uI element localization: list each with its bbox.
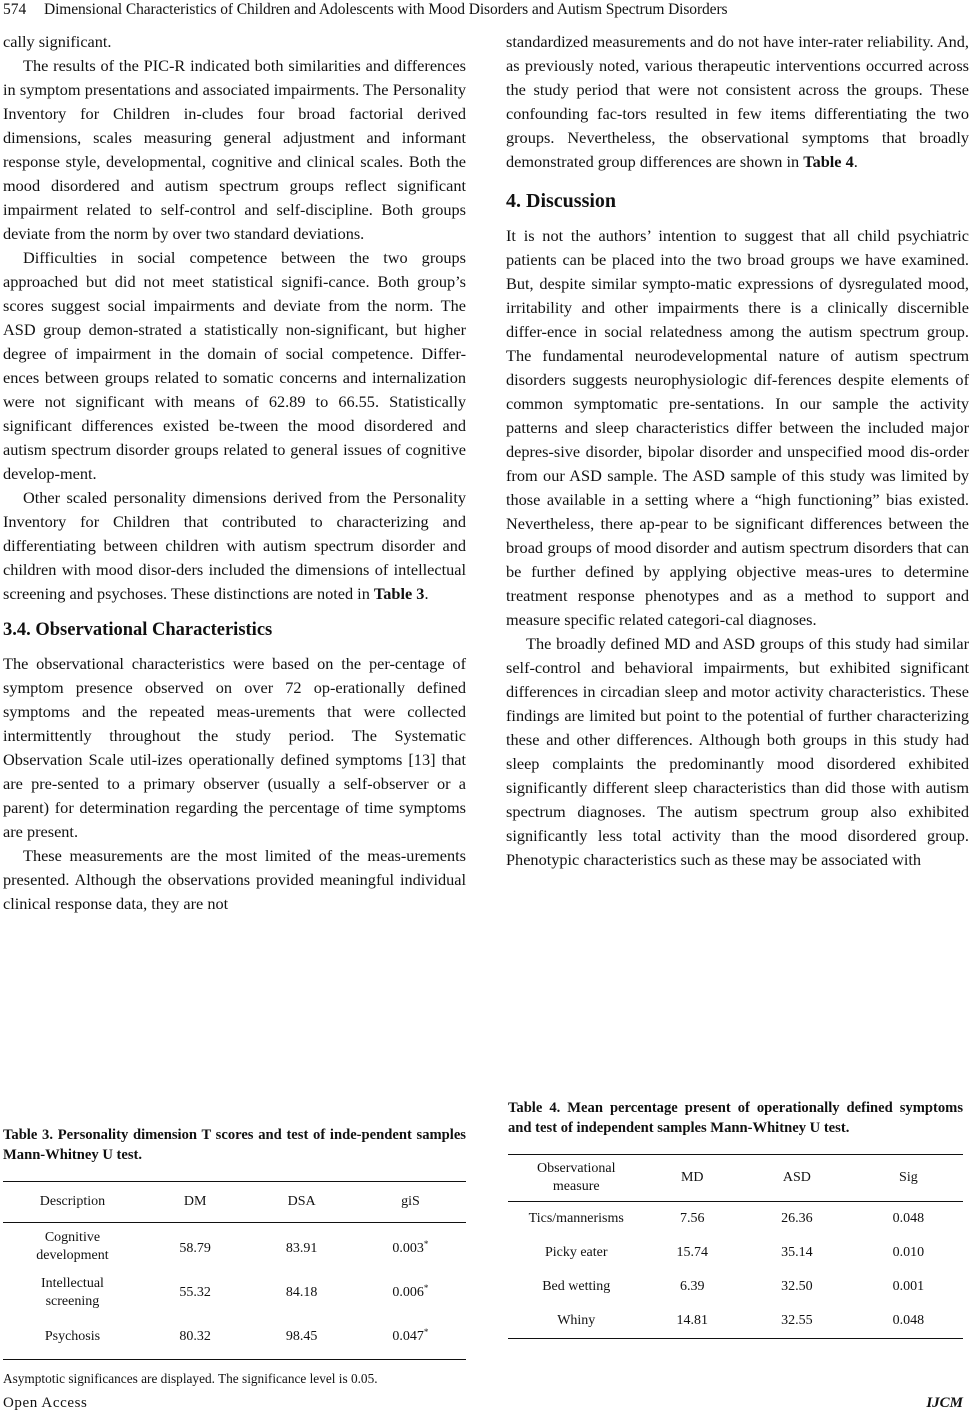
- sig-value: 0.006: [392, 1285, 424, 1300]
- table-3-caption: Table 3. Personality dimension T scores and test of inde-pendent samples Mann-Whitney U test.: [3, 1127, 466, 1163]
- paragraph: [3, 486, 466, 606]
- cell-sig: 0.048: [892, 1211, 925, 1226]
- paragraph: It is not the authors’ intention to suggest that all child psychiatric patients can be placed into the two broad groups we have examined. But, despite similar sympto-matic expressions of dysregulated mood, irritability and other impairments there is a clinically discernible differ-ence in social relatedness among the autism spectrum group. The fundamental neurodevelopmental nature of autism spectrum disorders suggests neurophysiologic dif-ferences despite elements of common symptomatic pre-sentations. In our sample the activity patterns and sleep characteristics differ between the included major depres-sive disorder, bipolar disorder and unspecified mood dis-order from our ASD sample. The ASD sample of this study was limited by those available in a setting where a “high functioning” bias existed. Nevertheless, there ap-pear to be significant differences between the broad groups of mood disorder and autism spectrum disorders that can be further defined by applying objective meas-ures to determine treatment response phenotypes and as a method to support and measure specific related categori-cal diagnoses.: [506, 226, 969, 629]
- cell-md: 14.81: [676, 1313, 709, 1328]
- cell-dm: 58.79: [179, 1241, 211, 1256]
- left-column: [3, 30, 466, 916]
- significance-marker: *: [423, 1283, 429, 1293]
- running-header: [0, 0, 970, 22]
- paragraph: Difficulties in social competence between the two groups approached but did not meet statistical signifi-cance. Both group’s scores suggest social impairments and deviate from the norm. The ASD group demon-strated a statistically non-significant, but higher degree of impairment in the domain of social competence. Differ-ences between groups related to somatic concerns and internalization were not significant with means of 62.89 to 66.55. Statistically significant differences existed be-tween the mood disordered and autism spectrum disorder groups related to general issues of cognitive develop-ment.: [3, 248, 466, 483]
- paragraph-end: .: [424, 584, 429, 603]
- sig-value: 0.003: [392, 1241, 424, 1256]
- cell-dsa: 83.91: [285, 1241, 318, 1256]
- cell-sig: [355, 1223, 466, 1272]
- cell-md: 7.56: [680, 1211, 705, 1226]
- cell-sig: 0.048: [892, 1313, 925, 1328]
- cell-asd: 35.14: [781, 1245, 813, 1260]
- cell-measure: Bed wetting: [542, 1279, 611, 1294]
- table-row: [508, 1236, 963, 1270]
- cell-md: 15.74: [676, 1245, 709, 1260]
- cell-md: 6.39: [680, 1279, 705, 1294]
- cell-sig: [355, 1271, 466, 1315]
- running-title: Dimensional Characteristics of Children and Adolescents with Mood Disorders and Autism Spectrum Disorders: [44, 1, 728, 18]
- cell-measure: Whiny: [557, 1313, 596, 1328]
- paragraph: cally significant.: [3, 32, 112, 51]
- column-header: ASD: [782, 1170, 811, 1185]
- paragraph-text: Other scaled personality dimensions derived from the Personality Inventory for Children that contributed to characterizing and differentiating between children with autism spectrum disorder and children with mood disor-ders included the dimensions of intellectual screening and psychoses. These distinctions are noted in: [3, 488, 466, 603]
- table-header-row: [3, 1182, 466, 1223]
- cell-dm: 80.32: [179, 1329, 211, 1344]
- cell-dsa: 98.45: [285, 1329, 318, 1344]
- significance-marker: *: [423, 1327, 429, 1337]
- cell-description: Psychosis: [44, 1329, 101, 1344]
- section-heading: 3.4. Observational Characteristics: [3, 620, 273, 640]
- table-row: [508, 1304, 963, 1339]
- paragraph-end: .: [853, 152, 858, 171]
- column-header: giS: [401, 1194, 420, 1209]
- cell-asd: 32.55: [781, 1313, 813, 1328]
- table-4: [508, 1098, 963, 1339]
- journal-abbreviation: IJCM: [926, 1395, 963, 1411]
- page-number: 574: [3, 1, 27, 18]
- significance-marker: *: [423, 1239, 429, 1249]
- cell-sig: 0.010: [892, 1245, 925, 1260]
- table-header-row: [508, 1155, 963, 1202]
- table-row: [508, 1270, 963, 1304]
- column-header: Sig: [899, 1170, 918, 1185]
- cell-description: Intellectual screening: [40, 1276, 104, 1309]
- paragraph: The results of the PIC-R indicated both similarities and differences in symptom presentations and associated impairments. The Personality Inventory for Children in-cludes four broad factorial derived dimensions, scales measuring general adjustment and informant response style, developmental, cognitive and clinical scales. Both the mood disordered and autism spectrum groups reflect significant impairment related to self-control and self-discipline. Both groups deviate from the norm by over two standard deviations.: [3, 56, 466, 243]
- cell-asd: 26.36: [781, 1211, 813, 1226]
- sig-value: 0.047: [392, 1329, 424, 1344]
- table-row: [3, 1223, 466, 1272]
- cell-measure: Tics/mannerisms: [528, 1211, 624, 1226]
- column-header: MD: [680, 1170, 704, 1185]
- paragraph: The broadly defined MD and ASD groups of this study had similar self-control and behavioral impairments, but exhibited significant differences in circadian sleep and motor activity characteristics. These findings are limited but point to the potential of further characterizing these and other differences. Although both groups in this study had sleep complaints the predominantly mood disordered exhibited significantly different sleep characteristics than did those with autism spectrum diagnoses. The autism spectrum group also exhibited significantly less total activity than the mood disordered group. Phenotypic characteristics such as these may be associated with: [506, 634, 969, 869]
- open-access-label: Open Access: [3, 1395, 88, 1411]
- column-header: Description: [39, 1194, 106, 1209]
- paragraph: These measurements are the most limited of the meas-urements presented. Although the observations provided meaningful individual clinical response data, they are not: [3, 846, 466, 913]
- cell-dm: 55.32: [179, 1285, 211, 1300]
- paragraph: The observational characteristics were based on the per-centage of symptom presence observed on over 72 op-erationally defined symptoms and the repeated meas-urements that were collected intermittently throughout the study period. The Systematic Observation Scale util-izes operationally defined symptoms [13] that are pre-sented to a primary observer (usually a self-observer or a parent) for determination regarding the percentage of time symptoms are present.: [3, 654, 466, 841]
- table-4-grid: [508, 1154, 963, 1339]
- table-3: [3, 1125, 466, 1388]
- table-4-caption: Table 4. Mean percentage present of operationally defined symptoms and test of independent samples Mann-Whitney U test.: [508, 1100, 963, 1136]
- table-row: [3, 1271, 466, 1315]
- column-header: DM: [183, 1194, 207, 1209]
- table-row: [3, 1315, 466, 1360]
- cell-description: Cognitive development: [36, 1230, 109, 1263]
- paragraph-text: standardized measurements and do not have inter-rater reliability. And, as previously noted, various therapeutic interventions occurred across the study period that were not consistent across the groups. These confounding fac-tors resulted in few items differentiating the two groups. Nevertheless, the observational symptoms that broadly demonstrated group differences are shown in: [506, 32, 969, 171]
- table-row: [508, 1202, 963, 1237]
- right-column: [506, 30, 969, 872]
- cell-sig: [355, 1315, 466, 1360]
- table-3-note: Asymptotic significances are displayed. The significance level is 0.05.: [3, 1371, 378, 1386]
- column-header: DSA: [287, 1194, 316, 1209]
- table-3-grid: [3, 1181, 466, 1360]
- paragraph: [506, 30, 969, 174]
- table-4-reference: Table 4: [803, 152, 854, 171]
- cell-measure: Picky eater: [544, 1245, 608, 1260]
- table-3-reference: Table 3: [373, 584, 425, 603]
- cell-dsa: 84.18: [285, 1285, 318, 1300]
- cell-asd: 32.50: [781, 1279, 813, 1294]
- cell-sig: 0.001: [892, 1279, 925, 1294]
- section-heading: 4. Discussion: [506, 190, 617, 212]
- column-header: Observational measure: [536, 1161, 616, 1194]
- page-footer: [0, 1394, 970, 1414]
